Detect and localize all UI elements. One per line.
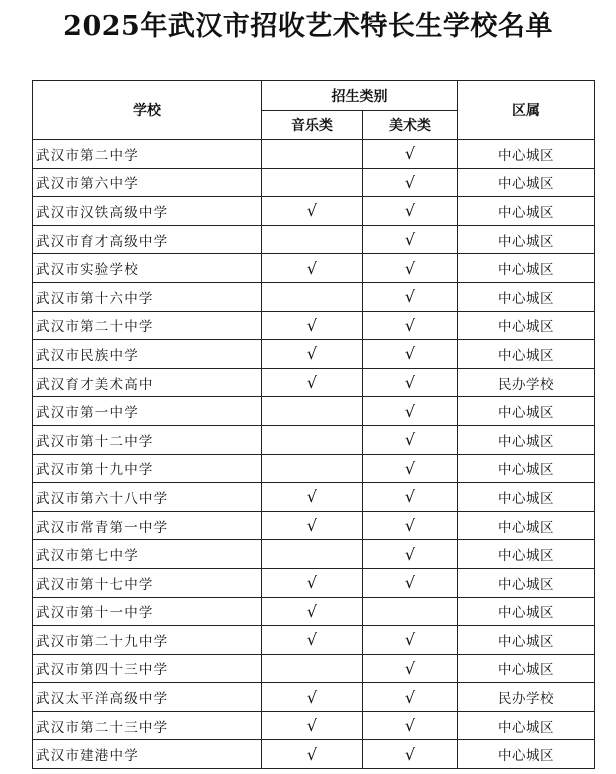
- music-mark-cell: √: [262, 511, 363, 540]
- table-row: [33, 483, 595, 512]
- table-row: [33, 254, 595, 283]
- music-mark-cell: [262, 140, 363, 169]
- district-cell: 中心城区: [458, 225, 595, 254]
- district-cell: 民办学校: [458, 683, 595, 712]
- school-name-cell: 武汉市第十七中学: [33, 568, 262, 597]
- art-mark-cell: √: [363, 425, 458, 454]
- art-header: 美术类: [363, 111, 458, 140]
- district-cell: 中心城区: [458, 254, 595, 283]
- art-mark-cell: √: [363, 368, 458, 397]
- art-mark-cell: √: [363, 568, 458, 597]
- school-name-cell: 武汉市第一中学: [33, 397, 262, 426]
- art-mark-cell: √: [363, 454, 458, 483]
- school-name-cell: 武汉市育才高级中学: [33, 225, 262, 254]
- table-row: [33, 168, 595, 197]
- district-cell: 中心城区: [458, 711, 595, 740]
- music-mark-cell: √: [262, 368, 363, 397]
- table-row: [33, 225, 595, 254]
- district-cell: 中心城区: [458, 540, 595, 569]
- table-row: [33, 597, 595, 626]
- district-header: 区属: [458, 81, 595, 140]
- school-name-cell: 武汉市民族中学: [33, 340, 262, 369]
- school-name-cell: 武汉市第二中学: [33, 140, 262, 169]
- school-name-cell: 武汉市第七中学: [33, 540, 262, 569]
- art-mark-cell: √: [363, 483, 458, 512]
- district-cell: 中心城区: [458, 425, 595, 454]
- music-mark-cell: √: [262, 626, 363, 655]
- art-mark-cell: √: [363, 711, 458, 740]
- school-name-cell: 武汉市第十六中学: [33, 282, 262, 311]
- art-mark-cell: √: [363, 311, 458, 340]
- table-row: [33, 711, 595, 740]
- district-cell: 中心城区: [458, 626, 595, 655]
- table-row: [33, 140, 595, 169]
- music-mark-cell: [262, 225, 363, 254]
- art-mark-cell: [363, 597, 458, 626]
- district-cell: 中心城区: [458, 483, 595, 512]
- district-cell: 中心城区: [458, 340, 595, 369]
- table-row: [33, 340, 595, 369]
- district-cell: 中心城区: [458, 568, 595, 597]
- district-cell: 中心城区: [458, 282, 595, 311]
- school-name-cell: 武汉市第六十八中学: [33, 483, 262, 512]
- table-row: [33, 454, 595, 483]
- art-mark-cell: √: [363, 540, 458, 569]
- district-cell: 中心城区: [458, 511, 595, 540]
- school-name-cell: 武汉市第四十三中学: [33, 654, 262, 683]
- school-name-cell: 武汉市第六中学: [33, 168, 262, 197]
- table-row: [33, 368, 595, 397]
- music-mark-cell: √: [262, 740, 363, 769]
- table-row: [33, 425, 595, 454]
- table-row: [33, 540, 595, 569]
- art-mark-cell: √: [363, 168, 458, 197]
- district-cell: 中心城区: [458, 168, 595, 197]
- table-row: [33, 397, 595, 426]
- category-header: 招生类别: [262, 81, 458, 111]
- school-name-cell: 武汉市第二十三中学: [33, 711, 262, 740]
- table-row: [33, 568, 595, 597]
- music-mark-cell: [262, 454, 363, 483]
- art-mark-cell: √: [363, 340, 458, 369]
- table-row: [33, 626, 595, 655]
- art-mark-cell: √: [363, 397, 458, 426]
- music-mark-cell: √: [262, 254, 363, 283]
- art-mark-cell: √: [363, 626, 458, 655]
- music-mark-cell: √: [262, 597, 363, 626]
- table-row: [33, 654, 595, 683]
- table-row: [33, 511, 595, 540]
- art-mark-cell: √: [363, 197, 458, 226]
- table-row: [33, 740, 595, 769]
- music-mark-cell: [262, 654, 363, 683]
- district-cell: 民办学校: [458, 368, 595, 397]
- art-mark-cell: √: [363, 282, 458, 311]
- art-mark-cell: √: [363, 254, 458, 283]
- school-name-cell: 武汉市第二十九中学: [33, 626, 262, 655]
- school-table: [32, 80, 595, 769]
- music-mark-cell: √: [262, 711, 363, 740]
- school-name-cell: 武汉市第十九中学: [33, 454, 262, 483]
- school-name-cell: 武汉市实验学校: [33, 254, 262, 283]
- page-title: 2025年武汉市招收艺术特长生学校名单: [63, 11, 553, 42]
- district-cell: 中心城区: [458, 740, 595, 769]
- art-mark-cell: √: [363, 740, 458, 769]
- music-header: 音乐类: [262, 111, 363, 140]
- district-cell: 中心城区: [458, 140, 595, 169]
- school-name-cell: 武汉市常青第一中学: [33, 511, 262, 540]
- school-name-cell: 武汉市第十一中学: [33, 597, 262, 626]
- school-name-cell: 武汉市第十二中学: [33, 425, 262, 454]
- district-cell: 中心城区: [458, 454, 595, 483]
- school-name-cell: 武汉市建港中学: [33, 740, 262, 769]
- school-name-cell: 武汉育才美术高中: [33, 368, 262, 397]
- district-cell: 中心城区: [458, 597, 595, 626]
- music-mark-cell: [262, 540, 363, 569]
- table-row: [33, 197, 595, 226]
- table-row: [33, 282, 595, 311]
- table-row: [33, 311, 595, 340]
- art-mark-cell: √: [363, 140, 458, 169]
- district-cell: 中心城区: [458, 654, 595, 683]
- school-name-cell: 武汉市汉铁高级中学: [33, 197, 262, 226]
- music-mark-cell: √: [262, 568, 363, 597]
- school-header: 学校: [33, 81, 262, 140]
- music-mark-cell: [262, 282, 363, 311]
- music-mark-cell: [262, 425, 363, 454]
- music-mark-cell: √: [262, 683, 363, 712]
- table-body: [33, 140, 595, 769]
- music-mark-cell: √: [262, 483, 363, 512]
- district-cell: 中心城区: [458, 197, 595, 226]
- school-name-cell: 武汉市第二十中学: [33, 311, 262, 340]
- art-mark-cell: √: [363, 654, 458, 683]
- district-cell: 中心城区: [458, 397, 595, 426]
- art-mark-cell: √: [363, 511, 458, 540]
- table-row: [33, 683, 595, 712]
- music-mark-cell: √: [262, 311, 363, 340]
- header-row: [33, 81, 595, 111]
- music-mark-cell: √: [262, 340, 363, 369]
- district-cell: 中心城区: [458, 311, 595, 340]
- music-mark-cell: √: [262, 197, 363, 226]
- art-mark-cell: √: [363, 683, 458, 712]
- school-name-cell: 武汉太平洋高级中学: [33, 683, 262, 712]
- art-mark-cell: √: [363, 225, 458, 254]
- music-mark-cell: [262, 168, 363, 197]
- music-mark-cell: [262, 397, 363, 426]
